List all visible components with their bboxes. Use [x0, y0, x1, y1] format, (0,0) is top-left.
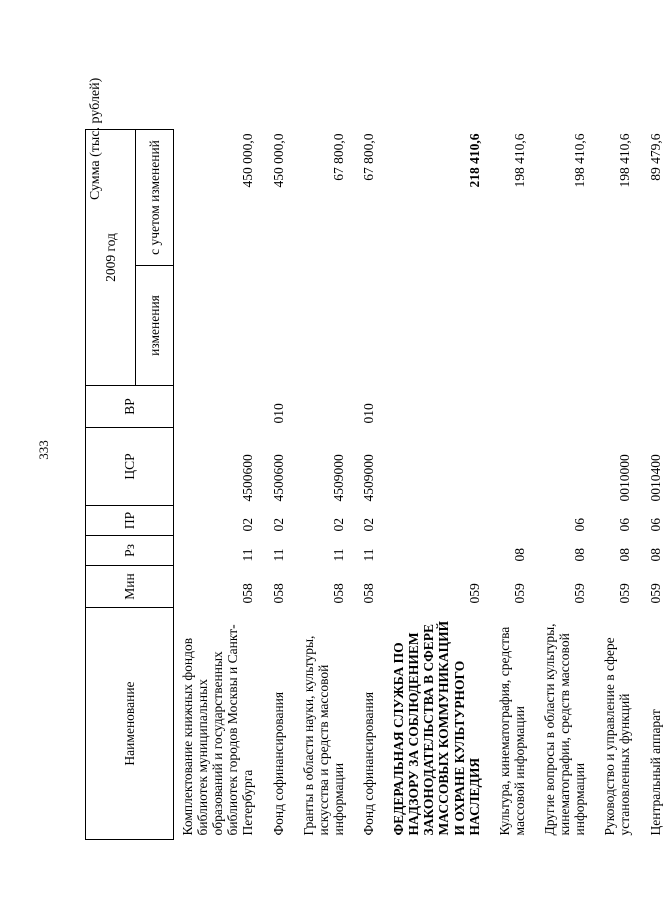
cell-name: Фонд софинансирования: [270, 691, 286, 836]
cell-min: 059: [572, 583, 588, 604]
cell-pr: [377, 506, 483, 536]
cell-vr: [588, 386, 633, 428]
cell-with-changes: 198 410,6: [572, 133, 588, 188]
cell-changes: [257, 266, 287, 386]
header-changes: изменения: [136, 266, 174, 386]
cell-vr: [528, 386, 588, 428]
cell-min: 059: [511, 583, 527, 604]
cell-min: 059: [647, 583, 663, 604]
cell-name: Фонд софинансирования: [360, 691, 376, 836]
cell-vr: [287, 386, 347, 428]
cell-csr: [377, 428, 483, 506]
cell-rz: 11: [330, 548, 346, 562]
header-min: Мин: [86, 566, 174, 608]
cell-csr: 4500600: [240, 454, 256, 502]
header-year: 2009 год: [86, 130, 136, 386]
cell-name: Комплектование книжных фондов библиотек муниципальных образований и государственных библиотек городов Москвы и Санкт-Петербурга: [180, 624, 256, 836]
table-row: [287, 130, 347, 840]
header-pr: ПР: [86, 506, 174, 536]
cell-rz: 11: [240, 548, 256, 562]
cell-name: ФЕДЕРАЛЬНАЯ СЛУЖБА ПО НАДЗОРУ ЗА СОБЛЮДЕНИЕМ ЗАКОНОДАТЕЛЬСТВА В СФЕРЕ МАССОВЫХ КОММУНИКАЦИЙ И ОХРАНЕ КУЛЬТУРНОГО НАСЛЕДИЯ: [391, 620, 482, 836]
table-row: [174, 130, 257, 840]
cell-name: Центральный аппарат: [647, 709, 663, 836]
header-rz: Рз: [86, 536, 174, 566]
header-name: Наименование: [86, 608, 174, 840]
cell-name: Руководство и управление в сфере установленных функций: [602, 637, 633, 836]
cell-name: Гранты в области науки, культуры, искусства и средств массовой информации: [300, 635, 346, 836]
cell-pr: 02: [360, 518, 376, 532]
cell-vr: [377, 386, 483, 428]
cell-name: Культура, кинематография, средства массовой информации: [496, 626, 527, 836]
table-row: [588, 130, 633, 840]
cell-with-changes: 198 410,6: [511, 133, 527, 188]
cell-changes: [347, 266, 377, 386]
page-number: 333: [35, 440, 51, 460]
cell-pr: 06: [572, 518, 588, 532]
cell-min: 058: [240, 583, 256, 604]
cell-with-changes: 67 800,0: [360, 133, 376, 181]
table-row: [377, 130, 483, 840]
cell-vr: [634, 386, 664, 428]
cell-min: 058: [270, 583, 286, 604]
cell-min: 058: [330, 583, 346, 604]
cell-csr: 4509000: [330, 454, 346, 502]
cell-with-changes: 198 410,6: [617, 133, 633, 188]
cell-rz: [377, 536, 483, 566]
cell-vr: 010: [360, 403, 376, 424]
cell-vr: [174, 386, 257, 428]
header-with-changes: с учетом изменений: [136, 130, 174, 266]
cell-with-changes: 450 000,0: [270, 133, 286, 188]
cell-rz: 11: [360, 548, 376, 562]
cell-csr: 0010400: [647, 454, 663, 502]
cell-with-changes: 218 410,6: [466, 133, 482, 188]
table-row: [634, 130, 664, 840]
cell-pr: 02: [270, 518, 286, 532]
cell-pr: 06: [617, 518, 633, 532]
cell-vr: 010: [270, 403, 286, 424]
cell-vr: [483, 386, 528, 428]
cell-rz: 11: [270, 548, 286, 562]
header-vr: ВР: [86, 386, 174, 428]
header-csr: ЦСР: [86, 428, 174, 506]
cell-min: 059: [617, 583, 633, 604]
unit-caption: Сумма (тыс. рублей): [88, 77, 103, 200]
cell-rz: 08: [572, 548, 588, 562]
cell-changes: [174, 266, 257, 386]
table-row: [257, 130, 287, 840]
cell-changes: [287, 266, 347, 386]
cell-changes: [634, 266, 664, 386]
table-row: [347, 130, 377, 840]
cell-with-changes: 89 479,6: [647, 133, 663, 181]
cell-rz: 08: [617, 548, 633, 562]
cell-name: Другие вопросы в области культуры, кинематографии, средств массовой информации: [541, 623, 588, 836]
cell-rz: 08: [647, 548, 663, 562]
table-row: [528, 130, 588, 840]
table-row: [483, 130, 528, 840]
cell-csr: 4500600: [270, 454, 286, 502]
cell-pr: 06: [647, 518, 663, 532]
cell-csr: 4509000: [360, 454, 376, 502]
cell-pr: [483, 506, 528, 536]
cell-changes: [588, 266, 633, 386]
cell-rz: 08: [511, 548, 527, 562]
cell-changes: [528, 266, 588, 386]
cell-pr: 02: [330, 518, 346, 532]
table-body: [174, 130, 664, 840]
cell-pr: 02: [240, 518, 256, 532]
budget-table: [85, 129, 664, 840]
cell-min: 059: [466, 583, 482, 604]
cell-csr: [483, 428, 528, 506]
cell-with-changes: 450 000,0: [240, 133, 256, 188]
cell-min: 058: [360, 583, 376, 604]
cell-changes: [377, 266, 483, 386]
cell-csr: 0010000: [617, 454, 633, 502]
cell-csr: [528, 428, 588, 506]
cell-with-changes: 67 800,0: [330, 133, 346, 181]
cell-changes: [483, 266, 528, 386]
